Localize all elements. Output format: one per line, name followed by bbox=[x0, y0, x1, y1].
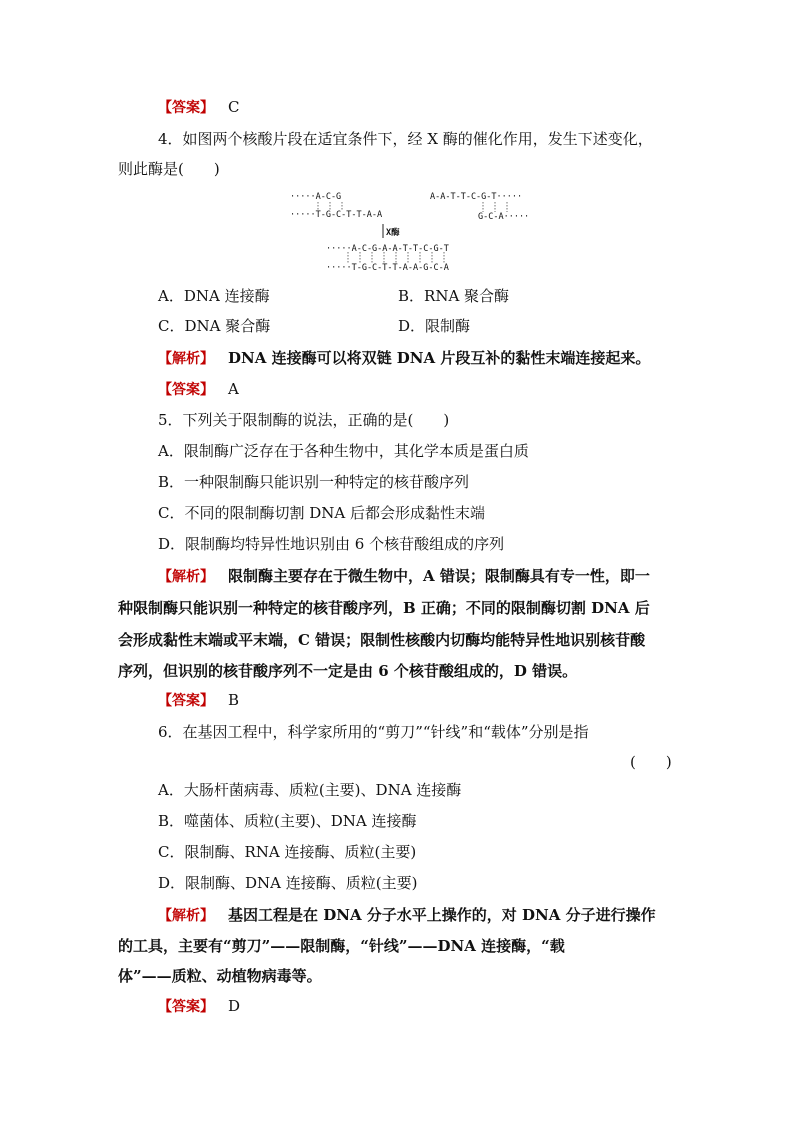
option-a: A．限制酶广泛存在于各种生物中，其化学本质是蛋白质 bbox=[158, 442, 529, 460]
answer-value: D bbox=[228, 997, 241, 1015]
answer-label: 【答案】 bbox=[158, 999, 214, 1015]
analysis-text: DNA 连接酶可以将双链 DNA 片段互补的黏性末端连接起来。 bbox=[228, 349, 651, 367]
fragment1-top-strand: ·····A-C-G bbox=[290, 192, 342, 202]
answer-line-q3 bbox=[158, 97, 239, 118]
option-b: B．一种限制酶只能识别一种特定的核苷酸序列 bbox=[158, 473, 470, 491]
analysis-label: 【解析】 bbox=[158, 351, 214, 367]
answer-label: 【答案】 bbox=[158, 100, 214, 116]
option-c: C．不同的限制酶切割 DNA 后都会形成黏性末端 bbox=[158, 504, 485, 522]
analysis-line-q4 bbox=[158, 348, 650, 369]
analysis-text-line3: 体”——质粒、动植物病毒等。 bbox=[118, 967, 322, 985]
option-a: A．大肠杆菌病毒、质粒(主要)、DNA 连接酶 bbox=[158, 781, 462, 799]
question-6-stem: 6．在基因工程中，科学家所用的“剪刀”“针线”和“载体”分别是指 bbox=[158, 723, 589, 741]
analysis-text-line3: 会形成黏性末端或平末端，C 错误；限制性核酸内切酶均能特异性地识别核苷酸 bbox=[118, 631, 646, 649]
fragment2-bottom-strand: G-C-A····· bbox=[478, 212, 530, 222]
analysis-text: 基因工程是在 DNA 分子水平上操作的，对 DNA 分子进行操作 bbox=[228, 906, 656, 924]
enzyme-label: X酶 bbox=[386, 228, 400, 238]
question-5-stem: 5．下列关于限制酶的说法，正确的是( ) bbox=[158, 411, 450, 429]
analysis-text-line2: 种限制酶只能识别一种特定的核苷酸序列，B 正确；不同的限制酶切割 DNA 后 bbox=[118, 599, 650, 617]
answer-value: C bbox=[228, 98, 240, 116]
question-6-paren: ( ) bbox=[630, 753, 672, 771]
option-b: B．RNA 聚合酶 bbox=[398, 287, 510, 305]
answer-label: 【答案】 bbox=[158, 382, 214, 398]
analysis-label: 【解析】 bbox=[158, 908, 214, 924]
answer-line-q5 bbox=[158, 690, 239, 711]
fragment2-top-strand: A-A-T-T-C-G-T····· bbox=[430, 192, 523, 202]
answer-value: B bbox=[228, 691, 240, 709]
analysis-line-q5 bbox=[158, 566, 650, 587]
option-d: D．限制酶、DNA 连接酶、质粒(主要) bbox=[158, 874, 418, 892]
fragment1-bottom-strand: ·····T-G-C-T-T-A-A bbox=[290, 210, 383, 220]
analysis-text-line2: 的工具，主要有“剪刀”——限制酶，“针线”——DNA 连接酶，“载 bbox=[118, 937, 565, 955]
answer-line-q4 bbox=[158, 379, 239, 400]
product-bottom-strand: ·····T-G-C-T-T-A-A-G-C-A bbox=[326, 263, 449, 273]
product-top-strand: ·····A-C-G-A-A-T-T-C-G-T bbox=[326, 244, 449, 254]
option-c: C．限制酶、RNA 连接酶、质粒(主要) bbox=[158, 843, 417, 861]
option-b: B．噬菌体、质粒(主要)、DNA 连接酶 bbox=[158, 812, 417, 830]
answer-label: 【答案】 bbox=[158, 693, 214, 709]
option-c: C．DNA 聚合酶 bbox=[158, 317, 271, 335]
analysis-line-q6 bbox=[158, 905, 656, 926]
answer-line-q6 bbox=[158, 996, 240, 1017]
answer-value: A bbox=[228, 380, 239, 398]
question-4-stem-line2: 则此酶是( ) bbox=[118, 160, 220, 178]
analysis-text: 限制酶主要存在于微生物中，A 错误；限制酶具有专一性，即一 bbox=[228, 567, 650, 585]
option-d: D．限制酶 bbox=[398, 317, 471, 335]
option-a: A．DNA 连接酶 bbox=[158, 287, 270, 305]
analysis-label: 【解析】 bbox=[158, 569, 214, 585]
analysis-text-line4: 序列，但识别的核苷酸序列不一定是由 6 个核苷酸组成的，D 错误。 bbox=[118, 662, 578, 680]
question-4-stem-line1: 4．如图两个核酸片段在适宜条件下，经 X 酶的催化作用，发生下述变化， bbox=[158, 130, 653, 148]
option-d: D．限制酶均特异性地识别由 6 个核苷酸组成的序列 bbox=[158, 535, 505, 553]
